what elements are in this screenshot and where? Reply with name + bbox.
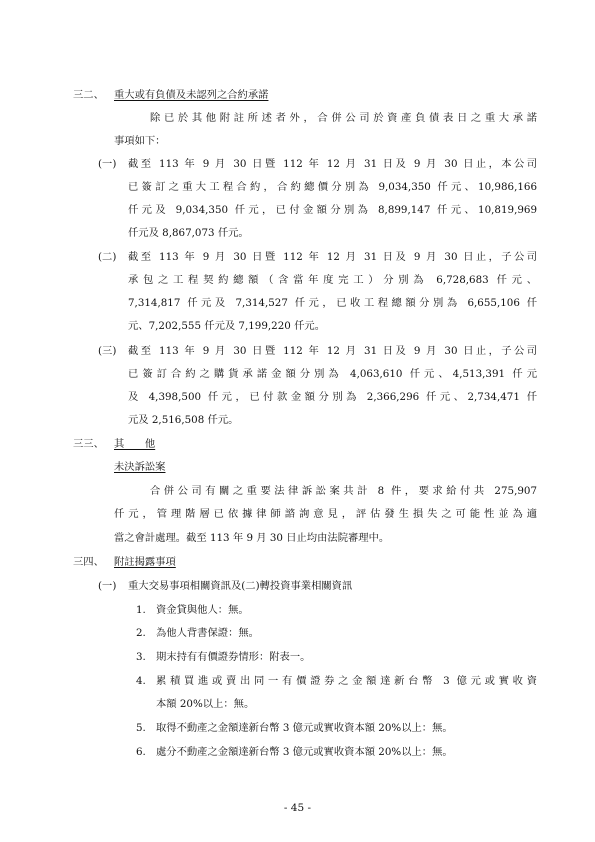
item-2-line-4: 元、7,202,555 仟元及 7,199,220 仟元。 [128,320,326,332]
section-32-heading-title: 重大或有負債及未認列之合約承諾 [114,89,269,101]
item-1-label: (一) [98,158,117,170]
page-number: - 45 - [283,802,312,814]
list-item-2-number: 2. [136,627,146,639]
list-item-6-text: 處分不動產之金額達新台幣 3 億元或實收資本額 20%以上：無。 [156,746,453,758]
item-3-line-1: 截至 113 年 9 月 30 日暨 112 年 12 月 31 日及 9 月 30 日止，子公司 [128,345,537,357]
section-34-heading-number: 三四、 [73,556,104,568]
list-item-3-text: 期末持有有價證券情形：附表一。 [156,651,311,663]
list-item-5-number: 5. [136,722,146,734]
section-34-heading-title: 附註揭露事項 [114,556,176,568]
list-item-4-line-1: 累積買進或賣出同一有價證券之金額達新台幣 3 億元或實收資 [156,675,537,687]
item-3-line-3: 及 4,398,500 仟元，已付款金額分別為 2,366,296 仟元、2,734,471 仟 [128,391,537,403]
section-33-line-2: 仟元，管理階層已依據律師諮詢意見，評估發生損失之可能性並為適 [114,508,537,520]
item-1-line-3: 仟元及 9,034,350 仟元，已付金額分別為 8,899,147 仟元、10,819,969 [128,204,537,216]
list-item-6-number: 6. [136,746,146,758]
section-33-heading-title: 其 他 [114,438,156,450]
section-33-heading-number: 三三、 [73,438,104,450]
item-2-label: (二) [98,251,117,263]
section-33-line-1: 合併公司有關之重要法律訴訟案共計 8 件，要求給付共 275,907 [150,485,537,497]
section-32-intro-line-1: 除已於其他附註所述者外，合併公司於資產負債表日之重大承諾 [150,112,537,124]
section-33-subtitle: 未決訴訟案 [114,461,166,473]
section-33-line-3: 當之會計處理。截至 113 年 9 月 30 日止均由法院審理中。 [114,532,390,544]
list-item-1-text: 資金貸與他人：無。 [156,604,249,616]
section-34-sub-label: (一) [98,580,117,592]
item-2-line-3: 7,314,817 仟元及 7,314,527 仟元，已收工程總額分別為 6,655,106 仟 [128,297,537,309]
section-32-intro-line-2: 事項如下： [114,135,166,147]
section-32-heading-number: 三二、 [73,89,104,101]
item-2-line-1: 截至 113 年 9 月 30 日暨 112 年 12 月 31 日及 9 月 30 日止，子公司 [128,251,537,263]
item-3-line-4: 元及 2,516,508 仟元。 [128,414,239,426]
list-item-1-number: 1. [136,604,146,616]
item-3-line-2: 已簽訂合約之購貨承諾金額分別為 4,063,610 仟元、4,513,391 仟元 [128,368,537,380]
list-item-4-number: 4. [136,675,146,687]
section-34-sub-text: 重大交易事項相關資訊及(二)轉投資事業相關資訊 [128,580,353,592]
item-1-line-1: 截至 113 年 9 月 30 日暨 112 年 12 月 31 日及 9 月 30 日止，本公司 [128,158,537,170]
list-item-3-number: 3. [136,651,146,663]
item-3-label: (三) [98,345,117,357]
item-2-line-2: 承包之工程契約總額（含當年度完工）分別為 6,728,683 仟元、 [128,274,537,286]
list-item-2-text: 為他人背書保證：無。 [156,627,259,639]
list-item-4-line-2: 本額 20%以上：無。 [156,698,255,710]
item-1-line-4: 仟元及 8,867,073 仟元。 [128,227,249,239]
list-item-5-text: 取得不動產之金額達新台幣 3 億元或實收資本額 20%以上：無。 [156,722,453,734]
item-1-line-2: 已簽訂之重大工程合約，合約總價分別為 9,034,350 仟元、10,986,166 [128,181,537,193]
